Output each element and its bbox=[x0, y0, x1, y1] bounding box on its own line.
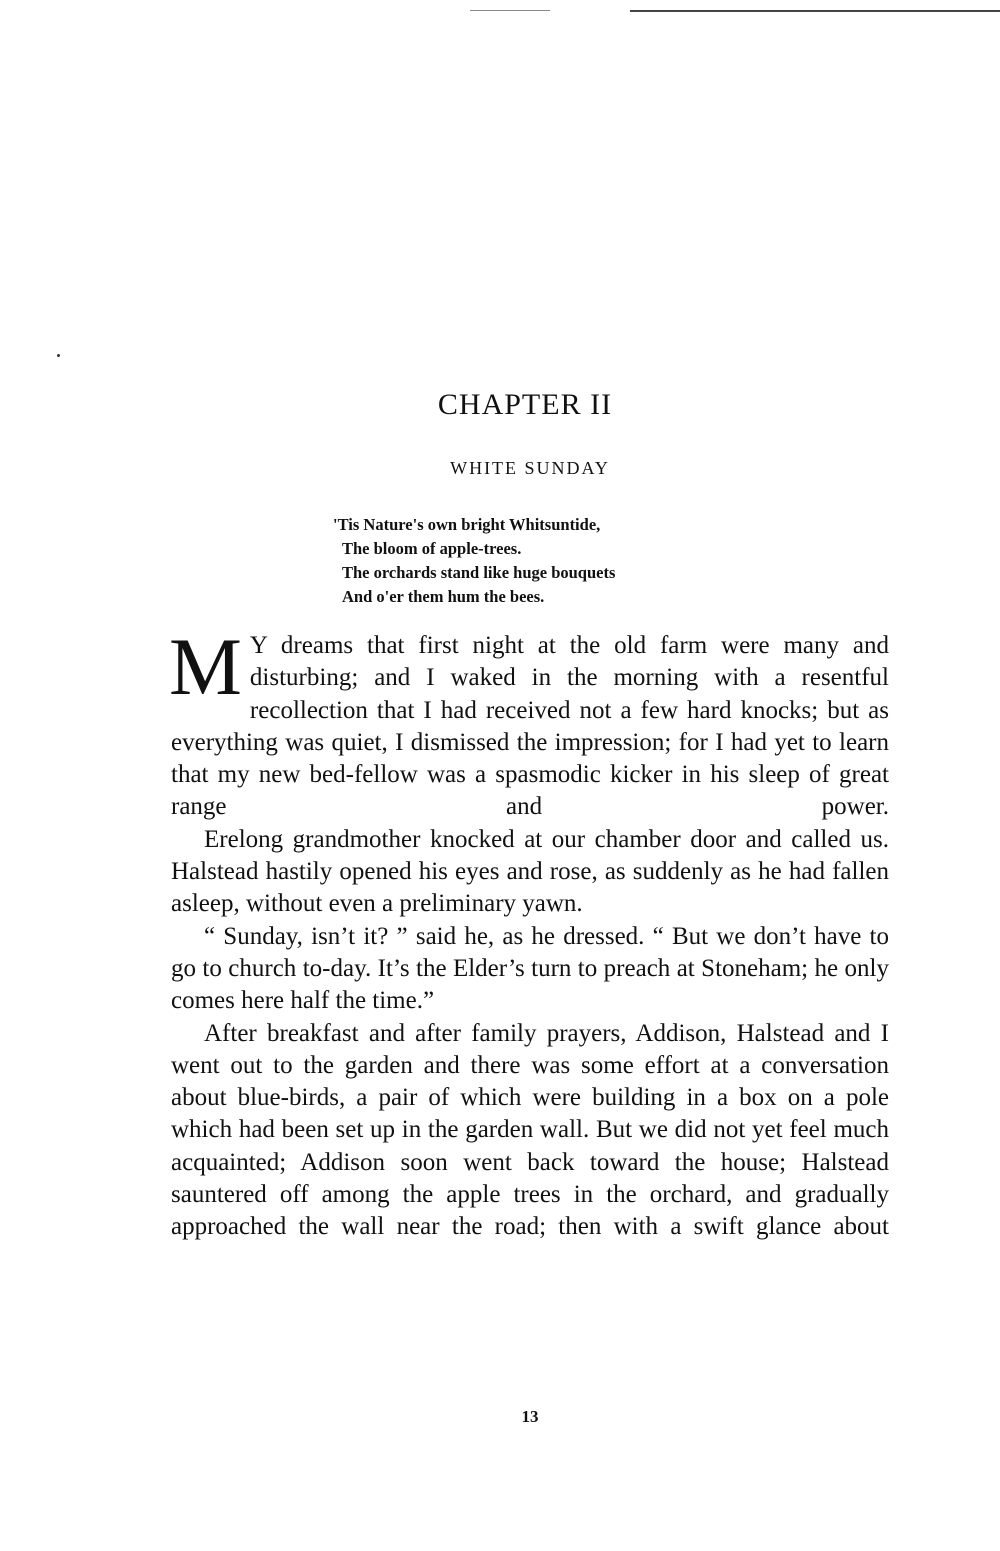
drop-cap: M bbox=[169, 621, 242, 712]
page-number: 13 bbox=[521, 1407, 539, 1426]
scan-edge-rule bbox=[630, 10, 1000, 12]
epigraph-line: The bloom of apple-trees. bbox=[342, 539, 522, 558]
paragraph-text: After breakfast and after family prayers, Addison, Halstead and I went out to the garden and there was some effort at a conversation about blue-birds, a pair of which were building in a box on a pole which had been set up in the garden wall. But we did not yet feel much acquainted; Addison soon went back toward the house; Halstead sauntered off among the apple trees in the orchard, and gradually approached the wall near the road; then with a swift glance about bbox=[171, 1019, 889, 1241]
epigraph-line: The orchards stand like huge bouquets bbox=[342, 563, 616, 582]
epigraph-line: And o'er them hum the bees. bbox=[342, 587, 545, 606]
paragraph bbox=[169, 621, 889, 824]
scan-speck bbox=[57, 354, 60, 357]
paragraph bbox=[171, 1018, 889, 1244]
epigraph bbox=[333, 513, 615, 609]
epigraph-line: 'Tis Nature's own bright Whitsuntide, bbox=[333, 515, 601, 534]
paragraph-text: Y dreams that first night at the old farm were many and disturbing; and I waked in the morning with a resentful recollection that I had received not a few hard knocks; but as everything was quiet, I dismissed the impression; for I had yet to learn that my new bed-fellow was a spasmodic kicker in his sleep of great range and power. bbox=[171, 632, 889, 821]
chapter-body bbox=[169, 621, 889, 1244]
scan-edge-rule-faint bbox=[470, 10, 550, 11]
chapter-subtitle: WHITE SUNDAY bbox=[450, 458, 610, 478]
chapter-title: CHAPTER II bbox=[437, 388, 613, 421]
paragraph-text: “ Sunday, isn’t it? ” said he, as he dressed. “ But we don’t have to go to church to-day. It’s the Elder’s turn to preach at Stoneham; he only comes here half the time.” bbox=[171, 922, 889, 1015]
paragraph-text: Erelong grandmother knocked at our chamber door and called us. Halstead hastily opened his eyes and rose, as suddenly as he had fallen asleep, without even a preliminary yawn. bbox=[171, 825, 889, 918]
paragraph bbox=[171, 824, 889, 921]
paragraph bbox=[171, 921, 889, 1018]
